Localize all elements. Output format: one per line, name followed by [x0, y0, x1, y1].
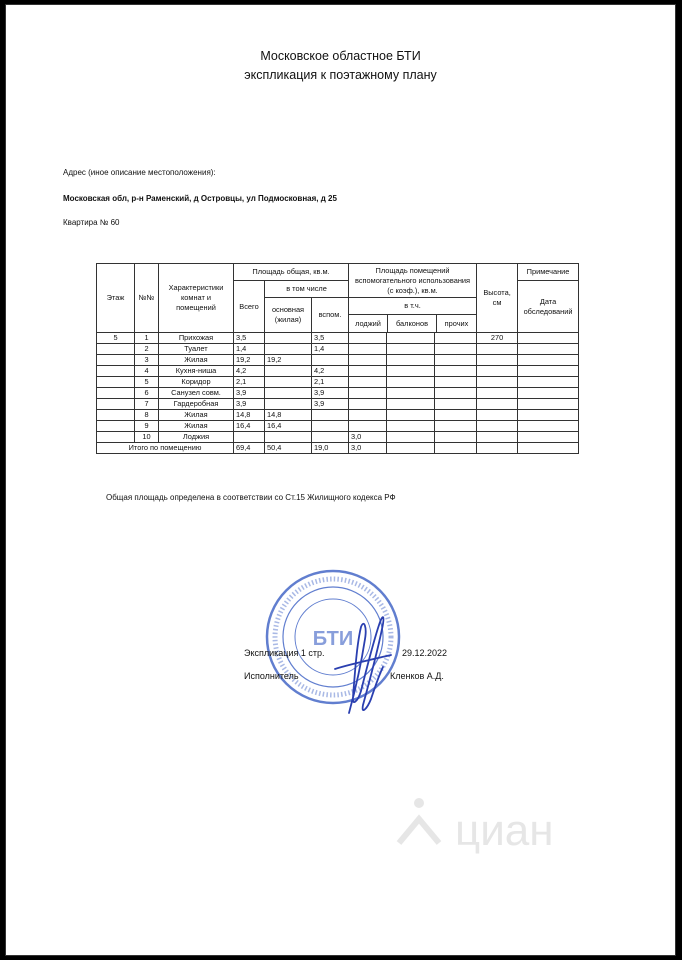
watermark-logo: [391, 795, 611, 855]
signature-stroke: [335, 617, 391, 713]
table-row: [97, 399, 579, 410]
cell-aux: 2,1: [312, 377, 349, 388]
cell-loggia: [349, 388, 387, 399]
document-date: 29.12.2022: [402, 648, 448, 658]
cell-loggia: [349, 344, 387, 355]
cell-date: [518, 355, 579, 366]
table-row: [97, 377, 579, 388]
cell-other: [435, 333, 477, 344]
header-loggias: лоджий: [349, 315, 388, 332]
cell-loggia: [349, 377, 387, 388]
cell-date: [518, 388, 579, 399]
document-page: [5, 4, 676, 956]
cell-num: 8: [135, 410, 159, 421]
cell-height: [477, 355, 518, 366]
cell-floor: [97, 344, 135, 355]
cell-main: [265, 333, 312, 344]
cell-date: [518, 410, 579, 421]
table-row: [97, 410, 579, 421]
header-other: прочих: [444, 319, 469, 328]
cell-date: [518, 421, 579, 432]
cell-height: [477, 377, 518, 388]
cell-height: [477, 344, 518, 355]
cell-num: 10: [135, 432, 159, 443]
address-label: Адрес (иное описание местоположения):: [63, 168, 216, 177]
cell-other: [435, 399, 477, 410]
cell-floor: [97, 421, 135, 432]
cell-main: [265, 377, 312, 388]
cell-name: Прихожая: [159, 333, 234, 344]
cell-floor: 5: [97, 333, 135, 344]
cell-num: 5: [135, 377, 159, 388]
cell-num: 9: [135, 421, 159, 432]
table-row: [97, 344, 579, 355]
cell-loggia: [349, 355, 387, 366]
table-row: [97, 366, 579, 377]
cell-main: [265, 388, 312, 399]
cell-other: [435, 421, 477, 432]
cell-height: [477, 388, 518, 399]
cell-total: [234, 432, 265, 443]
table-row: [97, 388, 579, 399]
cell-main: 19,2: [265, 355, 312, 366]
header-auxiliary: вспом.: [312, 298, 349, 333]
cell-balcony: [387, 410, 435, 421]
cell-aux: 4,2: [312, 366, 349, 377]
cell-balcony: [387, 366, 435, 377]
cell-aux: 3,5: [312, 333, 349, 344]
cell-balcony: [387, 421, 435, 432]
cell-balcony: [387, 344, 435, 355]
cell-total: 2,1: [234, 377, 265, 388]
totals-total: 69,4: [234, 443, 265, 454]
stamp-text: БТИ: [312, 628, 354, 650]
cell-aux: 3,9: [312, 399, 349, 410]
header-main-living: основная (жилая): [265, 298, 312, 333]
cell-loggia: [349, 333, 387, 344]
cell-loggia: [349, 410, 387, 421]
table-body: [97, 333, 579, 454]
cell-other: [435, 344, 477, 355]
watermark-dot: [414, 798, 424, 808]
cell-date: [518, 377, 579, 388]
cell-floor: [97, 432, 135, 443]
cell-date: [518, 399, 579, 410]
cell-name: Туалет: [159, 344, 234, 355]
cell-height: [477, 432, 518, 443]
header-balconies: балконов: [388, 315, 437, 332]
cell-aux: 1,4: [312, 344, 349, 355]
cell-loggia: 3,0: [349, 432, 387, 443]
area-note: Общая площадь определена в соответствии со Ст.15 Жилищного кодекса РФ: [106, 493, 396, 502]
address-value: Московская обл, р-н Раменский, д Островцы, ул Подмосковная, д 25: [63, 194, 337, 203]
header-num: №№: [135, 264, 159, 333]
cell-name: Жилая: [159, 355, 234, 366]
header-incl-short: в т.ч.: [349, 298, 476, 315]
cell-floor: [97, 399, 135, 410]
cell-aux: [312, 421, 349, 432]
table-row: [97, 421, 579, 432]
header-including: в том числе: [265, 281, 349, 298]
cell-floor: [97, 366, 135, 377]
explication-pages: Экспликация 1 стр.: [244, 648, 325, 658]
cell-num: 3: [135, 355, 159, 366]
cell-floor: [97, 410, 135, 421]
cell-name: Лоджия: [159, 432, 234, 443]
totals-loggia: 3,0: [349, 443, 387, 454]
cell-height: [477, 410, 518, 421]
cell-main: [265, 344, 312, 355]
cell-date: [518, 432, 579, 443]
cell-other: [435, 388, 477, 399]
header-survey-date: Дата обследований: [518, 281, 579, 333]
header-area-total: Площадь общая, кв.м.: [234, 264, 349, 281]
cell-aux: [312, 432, 349, 443]
cell-aux: [312, 355, 349, 366]
table-row: [97, 355, 579, 366]
signature: [321, 605, 401, 730]
cell-other: [435, 355, 477, 366]
cell-name: Кухня-ниша: [159, 366, 234, 377]
watermark-text: циан: [455, 806, 554, 855]
cell-num: 6: [135, 388, 159, 399]
cell-height: 270: [477, 333, 518, 344]
cell-height: [477, 366, 518, 377]
cell-name: Гардеробная: [159, 399, 234, 410]
cell-date: [518, 366, 579, 377]
totals-empty: [435, 443, 477, 454]
cell-main: [265, 399, 312, 410]
doc-title: экспликация к поэтажному плану: [244, 68, 437, 82]
cell-other: [435, 377, 477, 388]
cell-num: 1: [135, 333, 159, 344]
cell-floor: [97, 377, 135, 388]
header-aux-area: Площадь помещений вспомогательного использования (с коэф.), кв.м.: [349, 264, 477, 298]
cell-total: 16,4: [234, 421, 265, 432]
totals-empty: [387, 443, 435, 454]
cell-num: 4: [135, 366, 159, 377]
cell-floor: [97, 388, 135, 399]
cell-balcony: [387, 333, 435, 344]
org-title: Московское областное БТИ: [260, 49, 421, 63]
cell-num: 2: [135, 344, 159, 355]
cell-main: [265, 432, 312, 443]
cell-balcony: [387, 377, 435, 388]
cell-loggia: [349, 366, 387, 377]
totals-row: [97, 443, 579, 454]
cell-other: [435, 410, 477, 421]
explication-table: [96, 263, 579, 454]
totals-empty: [477, 443, 518, 454]
cell-balcony: [387, 432, 435, 443]
cell-loggia: [349, 399, 387, 410]
cell-aux: 3,9: [312, 388, 349, 399]
cell-name: Санузел совм.: [159, 388, 234, 399]
cell-num: 7: [135, 399, 159, 410]
executor-name: Кленков А.Д.: [390, 671, 444, 681]
cell-total: 1,4: [234, 344, 265, 355]
totals-empty: [518, 443, 579, 454]
cell-main: [265, 366, 312, 377]
cell-other: [435, 366, 477, 377]
executor-label: Исполнитель: [244, 671, 299, 681]
cell-name: Жилая: [159, 421, 234, 432]
totals-label: Итого по помещению: [97, 443, 234, 454]
cell-floor: [97, 355, 135, 366]
cell-total: 3,9: [234, 399, 265, 410]
cell-aux: [312, 410, 349, 421]
cell-balcony: [387, 399, 435, 410]
watermark: [391, 795, 611, 860]
header-floor: Этаж: [97, 264, 135, 333]
table-row: [97, 432, 579, 443]
cell-total: 14,8: [234, 410, 265, 421]
cell-balcony: [387, 355, 435, 366]
cell-total: 19,2: [234, 355, 265, 366]
cell-loggia: [349, 421, 387, 432]
cell-name: Коридор: [159, 377, 234, 388]
cell-main: 14,8: [265, 410, 312, 421]
cell-height: [477, 399, 518, 410]
totals-aux: 19,0: [312, 443, 349, 454]
cell-height: [477, 421, 518, 432]
cell-other: [435, 432, 477, 443]
cell-total: 3,5: [234, 333, 265, 344]
cell-date: [518, 344, 579, 355]
header-remark: Примечание: [518, 264, 579, 281]
watermark-mark-icon: [399, 819, 439, 843]
totals-main: 50,4: [265, 443, 312, 454]
cell-total: 3,9: [234, 388, 265, 399]
cell-main: 16,4: [265, 421, 312, 432]
cell-balcony: [387, 388, 435, 399]
header-height: Высота, см: [477, 264, 518, 333]
cell-name: Жилая: [159, 410, 234, 421]
apartment-number: Квартира № 60: [63, 218, 120, 227]
table-row: [97, 333, 579, 344]
header-characteristics: Характеристики комнат и помещений: [159, 264, 234, 333]
cell-date: [518, 333, 579, 344]
header-total: Всего: [234, 281, 265, 333]
cell-total: 4,2: [234, 366, 265, 377]
